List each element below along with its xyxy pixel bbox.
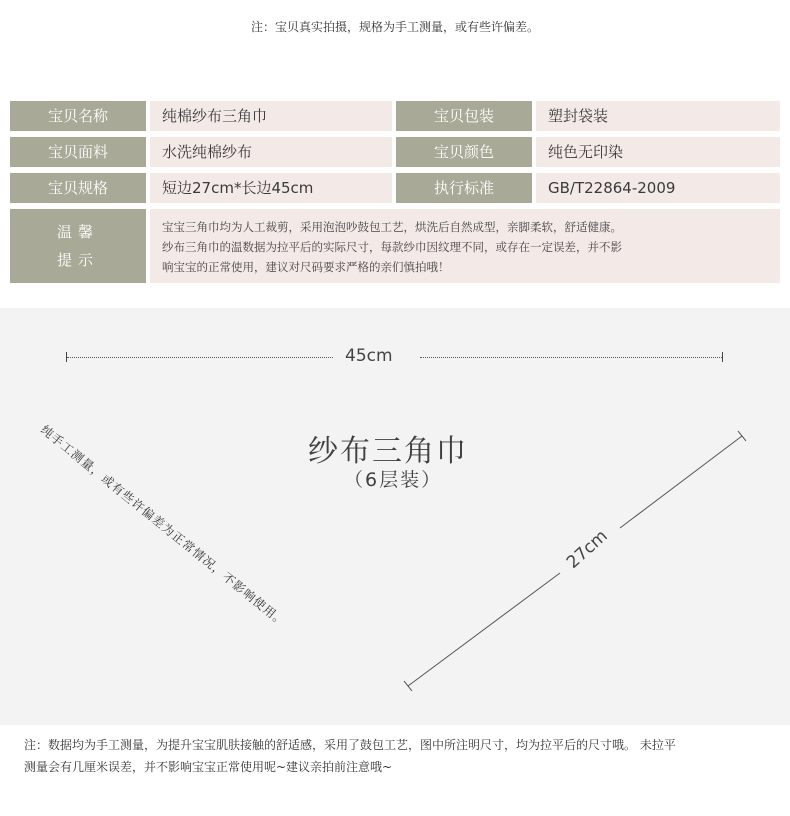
bottom-note-line: 测量会有几厘米误差，并不影响宝宝正常使用呢~建议亲拍前注意哦~ [24,760,393,774]
spec-value: 塑封袋装 [536,101,780,131]
tip-line: 纱布三角巾的温数据为拉平后的实际尺寸，每款纱巾因纹理不同，或存在一定误差，并不影 [162,240,622,254]
width-label: 45cm [345,346,393,366]
tip-line: 宝宝三角巾均为人工裁剪，采用泡泡吵鼓包工艺，烘洗后自然成型，亲脚柔软，舒适健康。 [162,220,622,234]
short-side-tick-lower [404,681,412,691]
short-side-segment-upper [620,436,742,528]
tip-line: 响宝宝的正常使用，建议对尺码要求严格的亲们慎拍哦！ [162,260,450,274]
tip-text [150,209,780,283]
product-title: 纱布三角巾 [308,434,468,469]
spec-label: 宝贝规格 [10,173,146,203]
left-side-note: 纯手工测量，或有些许偏差为正常情况，不影响使用。 [37,422,290,630]
spec-label: 宝贝颜色 [396,137,532,167]
spec-row [10,101,780,131]
tip-row [10,209,780,283]
spec-row [10,173,780,203]
top-note: 注：宝贝真实拍摄，规格为手工测量，或有些许偏差。 [250,20,539,34]
short-side-segment-lower [408,573,560,686]
tip-label-line2: 提示 [56,251,99,269]
spec-label: 宝贝面料 [10,137,146,167]
spec-row [10,137,780,167]
short-side-tick-upper [738,431,746,441]
spec-value: 纯色无印染 [536,137,780,167]
spec-label: 宝贝名称 [10,101,146,131]
bottom-note [24,734,774,778]
spec-value: 短边27cm*长边45cm [150,173,392,203]
tip-label [10,209,146,283]
short-side-line [0,308,790,725]
tip-label-line1: 温馨 [56,223,99,241]
size-diagram [0,308,790,725]
spec-value: 纯棉纱布三角巾 [150,101,392,131]
spec-label: 宝贝包装 [396,101,532,131]
spec-value: 水洗纯棉纱布 [150,137,392,167]
bottom-note-line: 注：数据均为手工测量，为提升宝宝肌肤接触的舒适感，采用了鼓包工艺，图中所注明尺寸，均为拉平后的尺寸哦。 未拉平 [24,738,676,752]
short-side-label: 27cm [563,526,612,573]
product-subtitle: （6层装） [344,469,443,491]
spec-label: 执行标准 [396,173,532,203]
spec-value: GB/T22864-2009 [536,173,780,203]
